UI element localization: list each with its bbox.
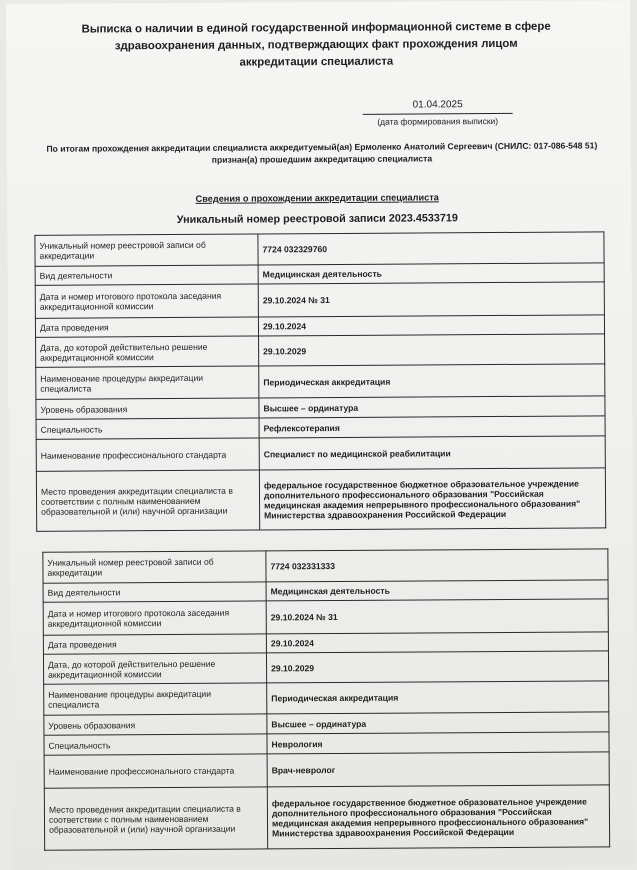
accreditation-table-2: [42, 548, 610, 850]
row-label: Наименование процедуры аккредитации специалиста: [44, 683, 267, 715]
row-value: Медицинская деятельность: [258, 263, 604, 284]
table-row: [43, 651, 608, 684]
row-label: Дата и номер итогового протокола заседания аккредитационной комиссии: [43, 601, 266, 635]
row-value: 29.10.2024 № 31: [258, 282, 604, 317]
table-row: [36, 364, 605, 399]
table-row: [35, 232, 604, 266]
row-label: Вид деятельности: [35, 265, 258, 285]
row-value: Рефлексотерапия: [259, 416, 605, 438]
row-value: Высшее – ординатура: [267, 712, 609, 734]
row-label: Дата проведения: [35, 317, 258, 337]
row-value: 7724 032331333: [266, 549, 608, 582]
row-label: Место проведения аккредитации специалиста в соответствии с полным наименованием образовательной и (или) научной организации: [44, 787, 267, 850]
row-value: 29.10.2024: [266, 632, 608, 653]
row-label: Специальность: [44, 734, 267, 755]
table-row: [43, 549, 608, 583]
unique-record-number: Уникальный номер реестровой записи 2023.4533719: [176, 212, 458, 226]
row-label: Уровень образования: [36, 398, 259, 419]
table-row: [36, 468, 605, 531]
document-page: [6, 0, 635, 870]
row-label: Уникальный номер реестровой записи об аккредитации: [43, 551, 266, 583]
row-label: Дата, до которой действительно решение аккредитационной комиссии: [36, 336, 259, 367]
row-value: 29.10.2024: [258, 315, 604, 336]
row-label: Дата, до которой действительно решение аккредитационной комиссии: [43, 653, 266, 684]
row-label: Дата и номер итогового протокола заседания аккредитационной комиссии: [35, 284, 258, 318]
issue-date: 01.04.2025: [412, 99, 463, 111]
row-value: Медицинская деятельность: [266, 580, 608, 601]
intro-paragraph: По итогам прохождения аккредитации специалиста аккредитуемый(ая) Ермоленко Анатолий Сергеевич (СНИЛС: 017-086-548 51) признан(а) прошедшим аккредитацию специалиста: [46, 140, 598, 165]
row-value: Врач-невролог: [267, 752, 609, 787]
row-label: Наименование процедуры аккредитации специалиста: [36, 366, 259, 399]
table-row: [44, 752, 609, 788]
row-label: Дата проведения: [43, 634, 266, 654]
table-row: [35, 282, 604, 318]
section-title: Сведения о прохождении аккредитации специалиста: [195, 192, 439, 204]
row-value: 29.10.2029: [259, 334, 605, 366]
row-value: 29.10.2024 № 31: [266, 599, 608, 634]
row-value: Неврология: [267, 732, 609, 754]
document-title: Выписка о наличии в единой государственной информационной системе в сфере здравоохранения данных, подтверждающих факт прохождения лицом аккредитации специалиста: [81, 20, 551, 69]
row-value: Периодическая аккредитация: [267, 681, 609, 714]
row-value: Высшее – ординатура: [259, 396, 605, 418]
row-label: Уровень образования: [44, 714, 267, 735]
table-row: [36, 436, 605, 471]
table-row: [36, 334, 605, 367]
issue-date-block: [363, 99, 513, 128]
row-label: Наименование профессионального стандарта: [44, 754, 267, 788]
row-value: Периодическая аккредитация: [259, 364, 605, 398]
row-label: Специальность: [36, 418, 259, 439]
row-value: 7724 032329760: [258, 232, 604, 265]
table-row: [43, 599, 608, 635]
row-label: Уникальный номер реестровой записи об аккредитации: [35, 234, 258, 266]
table-row: [44, 785, 609, 850]
row-value: федеральное государственное бюджетное образовательное учреждение дополнительного профессионального образования "Российская медицинская академия непрерывного профессионального образования" Министерства здравоохранения Российской Федерации: [259, 468, 605, 530]
table-row: [44, 681, 609, 715]
row-value: 29.10.2029: [266, 651, 608, 683]
row-value: федеральное государственное бюджетное образовательное учреждение дополнительного профессионального образования "Российская медицинская академия непрерывного профессионального образования" Министерства здравоохранения Российской Федерации: [267, 785, 609, 849]
row-label: Вид деятельности: [43, 582, 266, 602]
accreditation-table-1: [34, 231, 606, 531]
row-label: Наименование профессионального стандарта: [36, 438, 259, 471]
issue-date-label: (дата формирования выписки): [363, 113, 513, 128]
row-value: Специалист по медицинской реабилитации: [259, 436, 605, 470]
row-label: Место проведения аккредитации специалиста в соответствии с полным наименованием образовательной и (или) научной организации: [36, 470, 259, 531]
